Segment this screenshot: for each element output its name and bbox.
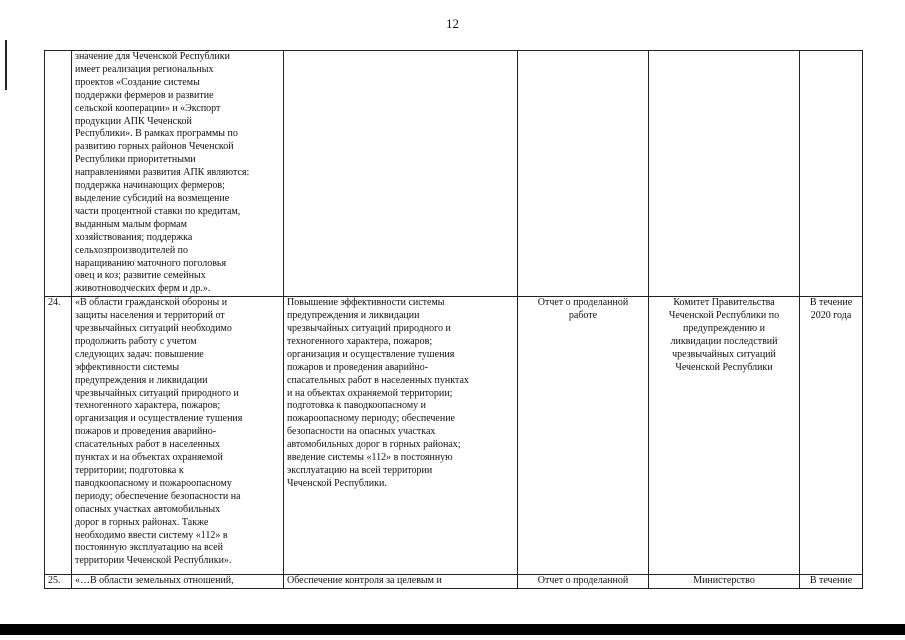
row-number: 24. — [45, 297, 72, 575]
responsible-cell: Комитет Правительства Чеченской Республики по предупреждению и ликвидации последствий чрезвычайных ситуаций Чеченской Республики — [649, 297, 800, 575]
scan-edge-bar — [0, 624, 905, 635]
statement-cell: «В области гражданской обороны и защиты населения и территорий от чрезвычайных ситуаций необходимо продолжить работу с учетом следующих задач: повышение эффективности системы предупреждения и ликвидации чрезвычайных ситуаций природного и техногенного характера, пожаров; организация и осуществление тушения пожаров и проведения аварийно- спасательных работ в населенных пунктах и на объектах охраняемой территории; подготовка к паводкоопасному и пожароопасному периоду; обеспечение безопасности на опасных участках автомобильных дорог в горных районах. Также необходимо ввести систему «112» в постоянную эксплуатацию на всей территории Чеченской Республики». — [72, 297, 284, 575]
deadline-cell: В течение 2020 года — [800, 297, 863, 575]
table-row-24 — [45, 297, 863, 575]
plan-table — [44, 50, 863, 589]
report-cell: Отчет о проделанной — [518, 575, 649, 589]
measures-cell: Повышение эффективности системы предупреждения и ликвидации чрезвычайных ситуаций природного и техногенного характера, пожаров; организация и осуществление тушения пожаров и проведения аварийно- спасательных работ в населенных пунктах и на объектах охраняемой территории; подготовка к паводкоопасному и пожароопасному периоду; обеспечение безопасности на опасных участках автомобильных дорог в горных районах; введение системы «112» в постоянную эксплуатацию на всей территории Чеченской Республики. — [284, 297, 518, 575]
margin-line — [5, 40, 7, 90]
report-cell: Отчет о проделанной работе — [518, 297, 649, 575]
responsible-cell — [649, 51, 800, 297]
report-cell — [518, 51, 649, 297]
responsible-cell: Министерство — [649, 575, 800, 589]
statement-cell: значение для Чеченской Республики имеет реализация региональных проектов «Создание системы поддержки фермеров и развитие сельской кооперации» и «Экспорт продукции АПК Чеченской Республики». В рамках программы по развитию горных районов Чеченской Республики приоритетными направлениями развития АПК являются: поддержка начинающих фермеров; выделение субсидий на возмещение части процентной ставки по кредитам, выданным малым формам хозяйствования; поддержка сельхозпроизводителей по наращиванию маточного поголовья овец и коз; развитие семейных животноводческих ферм и др.». — [72, 51, 284, 297]
statement-cell: «…В области земельных отношений, — [72, 575, 284, 589]
measures-cell — [284, 51, 518, 297]
table-row-continuation — [45, 51, 863, 297]
deadline-cell: В течение — [800, 575, 863, 589]
row-number — [45, 51, 72, 297]
row-number: 25. — [45, 575, 72, 589]
measures-cell: Обеспечение контроля за целевым и — [284, 575, 518, 589]
page-number: 12 — [446, 16, 459, 31]
table-row-25 — [45, 575, 863, 589]
deadline-cell — [800, 51, 863, 297]
